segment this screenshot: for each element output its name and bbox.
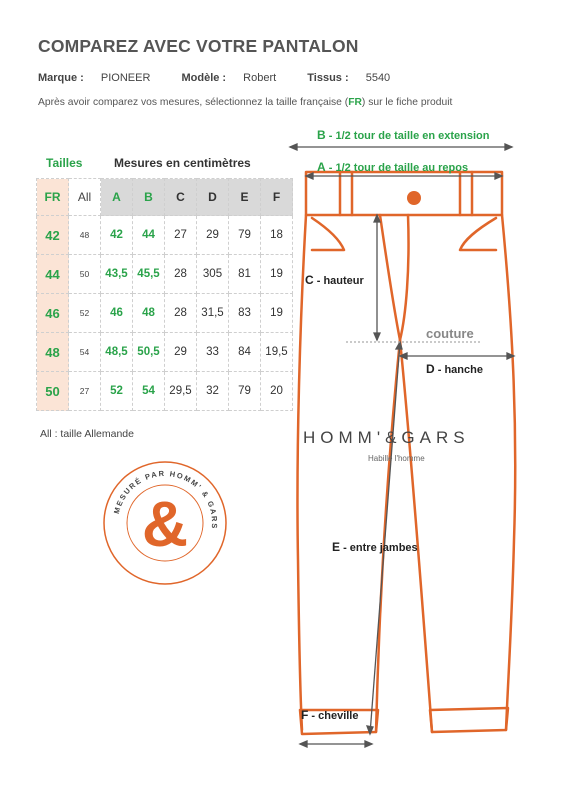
cell-fr: 46 <box>37 294 69 333</box>
cell-e: 79 <box>229 372 261 411</box>
cell-b: 44 <box>133 216 165 255</box>
header-a: A <box>101 179 133 216</box>
badge-ring-text: MESURÉ PAR HOMM' & GARS <box>111 468 220 531</box>
cell-c: 27 <box>165 216 197 255</box>
cell-a: 52 <box>101 372 133 411</box>
pants-outline <box>297 172 515 734</box>
page-title: COMPAREZ AVEC VOTRE PANTALON <box>38 36 359 56</box>
brand-label: Marque : PIONEER <box>38 72 151 84</box>
cell-b: 54 <box>133 372 165 411</box>
cell-c: 28 <box>165 255 197 294</box>
cell-a: 48,5 <box>101 333 133 372</box>
table-row <box>37 294 293 333</box>
header-d: D <box>197 179 229 216</box>
cell-fr: 48 <box>37 333 69 372</box>
mesures-label: Mesures en centimètres <box>114 156 251 170</box>
table-header-row <box>37 179 293 216</box>
model-label: Modèle : Robert <box>181 72 277 84</box>
table-row <box>37 333 293 372</box>
measured-badge <box>102 460 228 586</box>
header-b: B <box>133 179 165 216</box>
cell-fr: 50 <box>37 372 69 411</box>
label-d: D - hanche <box>426 362 483 376</box>
cell-e: 79 <box>229 216 261 255</box>
arrow-c-head-bottom <box>374 333 380 340</box>
cell-fr: 44 <box>37 255 69 294</box>
tailles-label: Tailles <box>46 156 83 170</box>
cell-e: 83 <box>229 294 261 333</box>
left-seam <box>297 215 306 730</box>
ampersand-icon: & <box>141 488 189 560</box>
button-icon <box>407 191 421 205</box>
cell-d: 31,5 <box>197 294 229 333</box>
cell-f: 18 <box>261 216 293 255</box>
instruction-text: Après avoir comparez vos mesures, sélectionnez la taille française (FR) sur le fiche produit <box>38 97 453 108</box>
left-inseam <box>376 215 400 732</box>
cell-all: 52 <box>69 294 101 333</box>
cell-e: 84 <box>229 333 261 372</box>
right-seam <box>502 215 515 730</box>
table-row <box>37 255 293 294</box>
cell-f: 19 <box>261 255 293 294</box>
cell-d: 33 <box>197 333 229 372</box>
right-inseam <box>400 340 432 732</box>
cell-all: 50 <box>69 255 101 294</box>
cell-c: 29,5 <box>165 372 197 411</box>
label-a: A - 1/2 tour de taille au repos <box>317 160 469 174</box>
label-e: E - entre jambes <box>332 540 418 554</box>
brand-tagline: Habille l'homme <box>368 454 425 463</box>
cell-all: 27 <box>69 372 101 411</box>
cell-a: 43,5 <box>101 255 133 294</box>
header-e: E <box>229 179 261 216</box>
arrow-f-head-right <box>365 741 372 747</box>
label-b: B - 1/2 tour de taille en extension <box>317 128 490 142</box>
header-fr: FR <box>37 179 69 216</box>
cell-a: 42 <box>101 216 133 255</box>
arrow-f-head-left <box>300 741 307 747</box>
table-row <box>37 372 293 411</box>
cell-b: 50,5 <box>133 333 165 372</box>
cell-a: 46 <box>101 294 133 333</box>
size-table <box>36 178 293 411</box>
fly-seam <box>400 215 409 340</box>
belt-loop <box>460 172 472 215</box>
header-f: F <box>261 179 293 216</box>
header-c: C <box>165 179 197 216</box>
product-info <box>38 72 418 84</box>
cell-f: 19,5 <box>261 333 293 372</box>
cell-b: 45,5 <box>133 255 165 294</box>
header-all: All <box>69 179 101 216</box>
table-row <box>37 216 293 255</box>
cell-all: 48 <box>69 216 101 255</box>
arrow-e <box>370 342 400 734</box>
cell-d: 305 <box>197 255 229 294</box>
arrow-b-head-right <box>505 144 512 150</box>
cell-c: 29 <box>165 333 197 372</box>
fabric-label: Tissus : 5540 <box>307 72 391 84</box>
cell-fr: 42 <box>37 216 69 255</box>
brand-logo: HOMM'&GARS <box>303 428 470 447</box>
right-pocket <box>460 218 496 250</box>
arrow-b-head-left <box>290 144 297 150</box>
cell-d: 32 <box>197 372 229 411</box>
belt-loop <box>340 172 352 215</box>
cell-d: 29 <box>197 216 229 255</box>
label-c: C - hauteur <box>305 273 364 287</box>
cell-f: 20 <box>261 372 293 411</box>
cell-c: 28 <box>165 294 197 333</box>
right-hem <box>430 708 508 732</box>
cell-e: 81 <box>229 255 261 294</box>
allemande-note: All : taille Allemande <box>40 428 134 440</box>
label-couture: couture <box>426 326 474 341</box>
cell-all: 54 <box>69 333 101 372</box>
left-pocket <box>312 218 344 250</box>
cell-b: 48 <box>133 294 165 333</box>
cell-f: 19 <box>261 294 293 333</box>
label-f: F - cheville <box>301 708 359 722</box>
